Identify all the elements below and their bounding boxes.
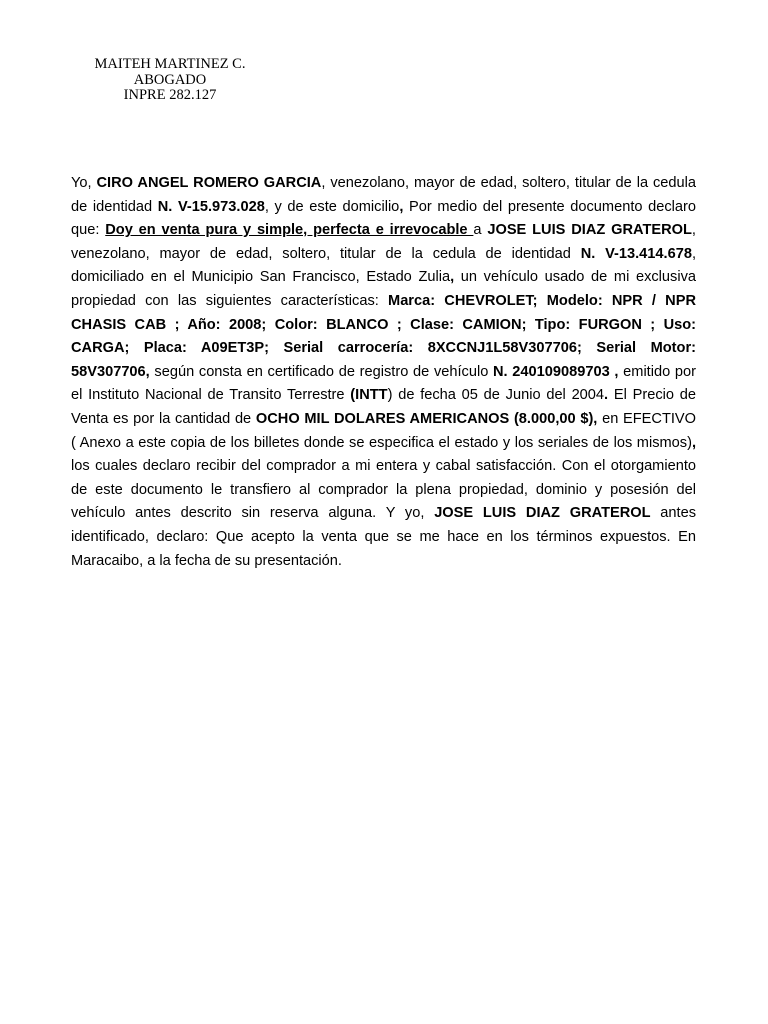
text-segment: emitido por el Instituto Nacional de Transito Terrestre	[71, 363, 697, 404]
text-segment: El Precio de Venta es por la cantidad de	[71, 387, 696, 427]
bold-underlined-text-segment	[105, 222, 473, 238]
bold-text-segment: N. V-15.973.028	[157, 198, 265, 215]
bold-text-segment: (INTT	[350, 387, 388, 404]
text-segment: , venezolano, mayor de edad, soltero, titular de la cedula de identidad	[71, 222, 696, 262]
bold-text-segment: ,	[691, 434, 696, 451]
text-segment: antes identificado, declaro: Que acepto la venta que se me hace en los términos expuestos. En Maracaibo, a la fecha de su presentación.	[71, 505, 697, 569]
lawyer-title: ABOGADO	[133, 71, 207, 88]
bold-text-segment: N. 240109089703 ,	[493, 363, 619, 380]
lawyer-name: MAITEH MARTINEZ C.	[94, 56, 246, 72]
bold-text-segment: ,	[399, 198, 404, 215]
text-segment: Por medio del presente documento declaro que:	[71, 198, 696, 239]
text-segment: a	[473, 222, 488, 239]
text-segment: ) de fecha 05 de Junio del 2004	[387, 387, 605, 404]
bold-text-segment: CIRO ANGEL ROMERO GARCIA	[96, 175, 322, 191]
bold-text-segment: JOSE LUIS DIAZ GRATEROL	[434, 505, 651, 522]
bold-text-segment: OCHO MIL DOLARES AMERICANOS (8.000,00 $),	[255, 410, 598, 427]
letterhead	[80, 57, 260, 104]
text-segment: los cuales declaro recibir del comprador a mi entera y cabal satisfacción. Con el otorgamiento de este documento le transfiero al comprador la plena propiedad, dominio y posesión del vehículo antes descrito sin reserva alguna. Y yo,	[71, 458, 696, 522]
bold-text-segment: JOSE LUIS DIAZ GRATEROL	[487, 222, 692, 239]
bold-text-segment: N. V-13.414.678	[580, 245, 692, 262]
sale-declaration-paragraph	[71, 172, 696, 573]
lawyer-inpre-number: INPRE 282.127	[123, 87, 217, 103]
text-segment: , y de este domicilio	[264, 198, 400, 215]
bold-text-segment: .	[604, 387, 609, 404]
text-segment: en EFECTIVO ( Anexo a este copia de los billetes donde se especifica el estado y los seriales de los mismos)	[71, 410, 696, 451]
text-segment: un vehículo usado de mi exclusiva propiedad con las siguientes características:	[71, 269, 696, 309]
text-segment: Yo,	[71, 175, 97, 191]
text-segment: , domiciliado en el Municipio San Francisco, Estado Zulia	[71, 245, 696, 286]
underlined-text: Doy en venta pura y simple, perfecta e irrevocable	[105, 222, 474, 239]
text-segment: , venezolano, mayor de edad, soltero, titular de la cedula de identidad	[71, 175, 697, 215]
bold-text-segment: ,	[450, 269, 455, 286]
bold-text-segment: Marca: CHEVROLET; Modelo: NPR / NPR CHASIS CAB ; Año: 2008; Color: BLANCO ; Clase: CAMION; Tipo: FURGON ; Uso: CARGA; Placa: A09ET3P; Serial carrocería: 8XCCNJ1L58V307706; Serial Motor: 58V307706,	[71, 292, 696, 380]
text-segment: según consta en certificado de registro de vehículo	[149, 363, 494, 380]
